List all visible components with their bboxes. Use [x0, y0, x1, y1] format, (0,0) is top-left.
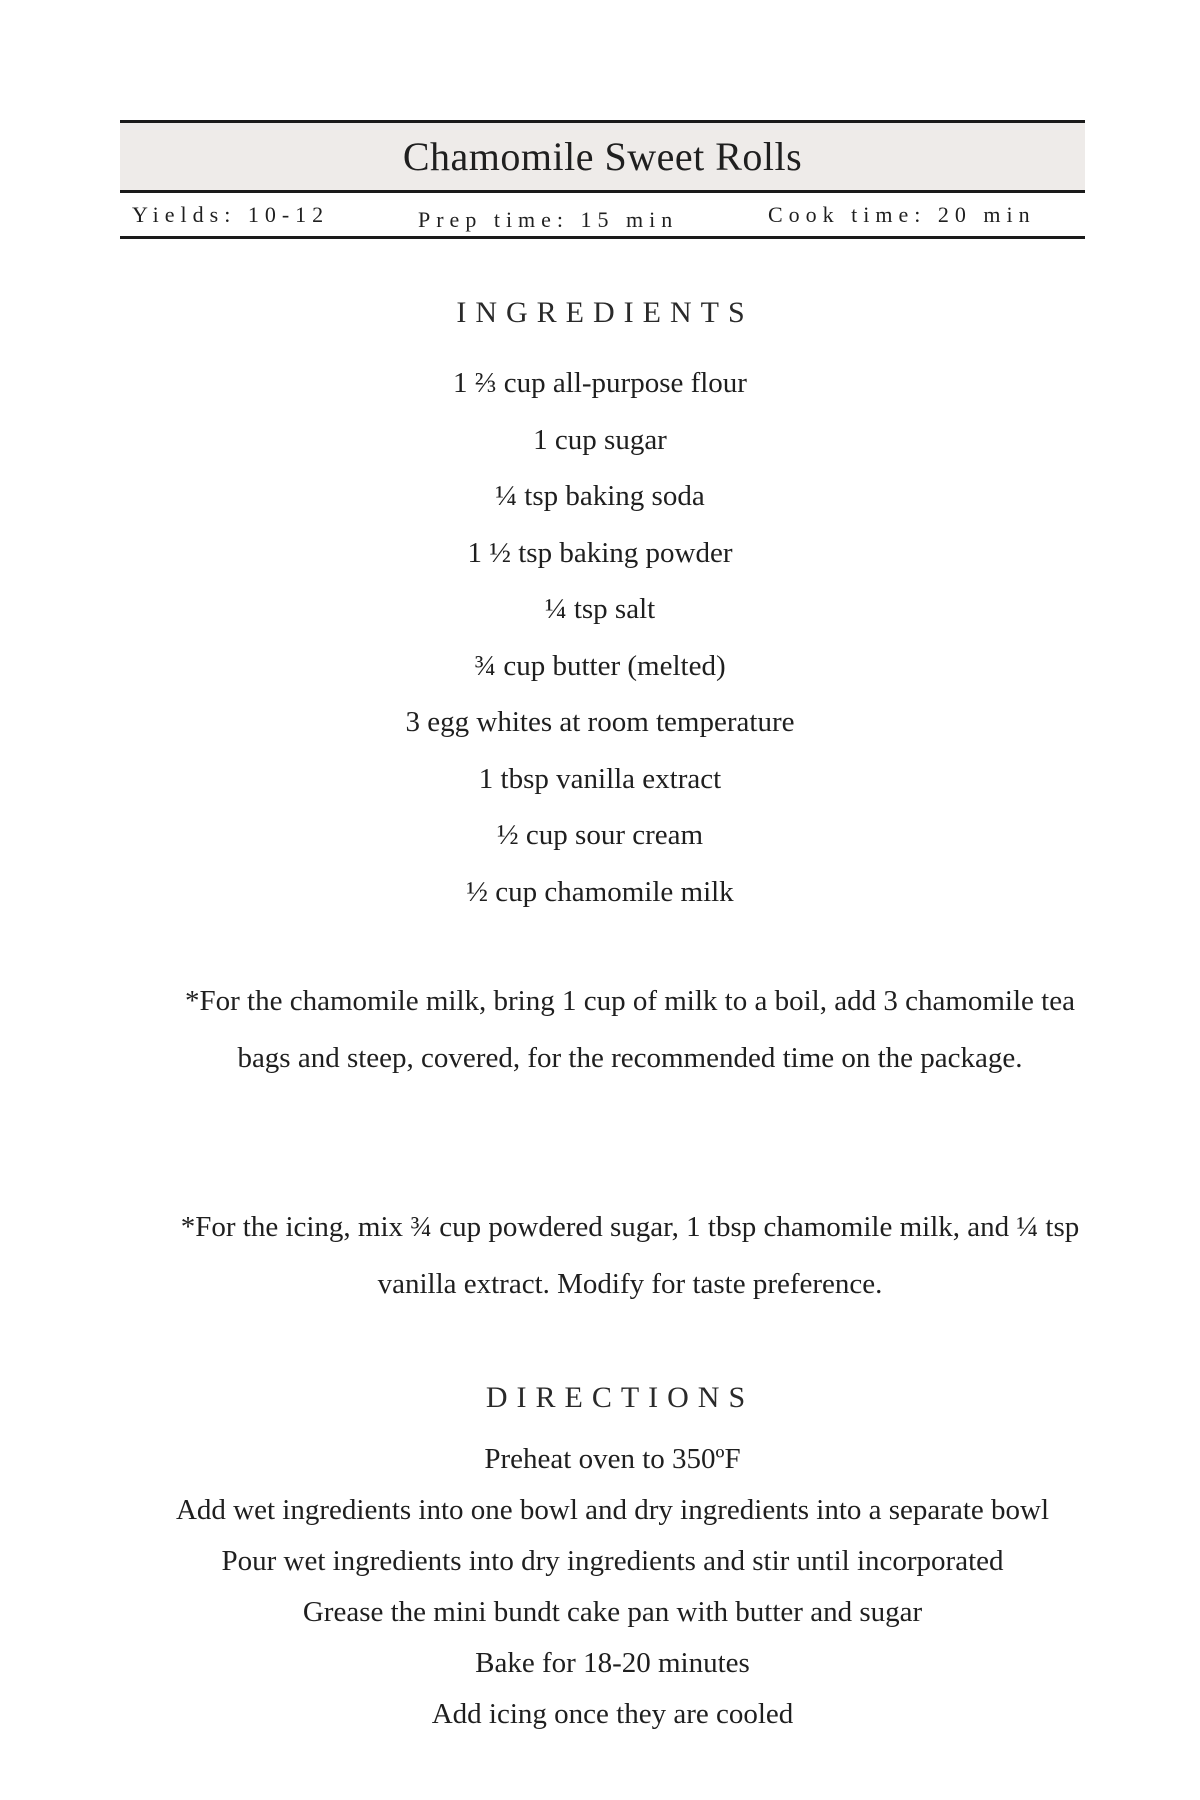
ingredients-list	[0, 355, 1200, 920]
directions-heading: DIRECTIONS	[485, 1381, 755, 1414]
ingredient-item: 1 cup sugar	[533, 423, 667, 456]
ingredient-item: ½ cup sour cream	[496, 819, 704, 851]
ingredient-item: 1 ⅔ cup all-purpose flour	[453, 367, 747, 399]
direction-step: Add icing once they are cooled	[431, 1698, 794, 1730]
direction-step: Bake for 18-20 minutes	[475, 1647, 750, 1679]
chamomile-milk-note: *For the chamomile milk, bring 1 cup of milk to a boil, add 3 chamomile tea bags and steep, covered, for the recommended time on the package.	[185, 985, 1075, 1074]
ingredient-item: 3 egg whites at room temperature	[405, 706, 795, 738]
yields-label: Yields: 10-12	[132, 202, 330, 227]
icing-note: *For the icing, mix ¾ cup powdered sugar, 1 tbsp chamomile milk, and ¼ tsp vanilla extract. Modify for taste preference.	[180, 1211, 1080, 1300]
cook-time-label: Cook time: 20 min	[768, 202, 1036, 227]
recipe-meta-row	[120, 193, 1085, 239]
prep-time-label: Prep time: 15 min	[418, 207, 679, 232]
recipe-title: Chamomile Sweet Rolls	[402, 134, 803, 179]
ingredient-item: ¼ tsp salt	[544, 593, 656, 625]
title-band	[120, 120, 1085, 193]
ingredient-item: 1 tbsp vanilla extract	[478, 762, 722, 795]
direction-step: Grease the mini bundt cake pan with butter and sugar	[302, 1596, 923, 1628]
ingredient-item: ½ cup chamomile milk	[466, 875, 734, 908]
direction-step: Add wet ingredients into one bowl and dry ingredients into a separate bowl	[175, 1494, 1050, 1526]
ingredient-item: 1 ½ tsp baking powder	[467, 536, 733, 569]
directions-list	[0, 1434, 1200, 1740]
direction-step: Preheat oven to 350ºF	[484, 1443, 741, 1475]
ingredients-heading: INGREDIENTS	[456, 296, 754, 329]
direction-step: Pour wet ingredients into dry ingredients and stir until incorporated	[221, 1545, 1004, 1577]
ingredient-item: ¾ cup butter (melted)	[474, 649, 726, 682]
ingredient-item: ¼ tsp baking soda	[495, 480, 705, 512]
